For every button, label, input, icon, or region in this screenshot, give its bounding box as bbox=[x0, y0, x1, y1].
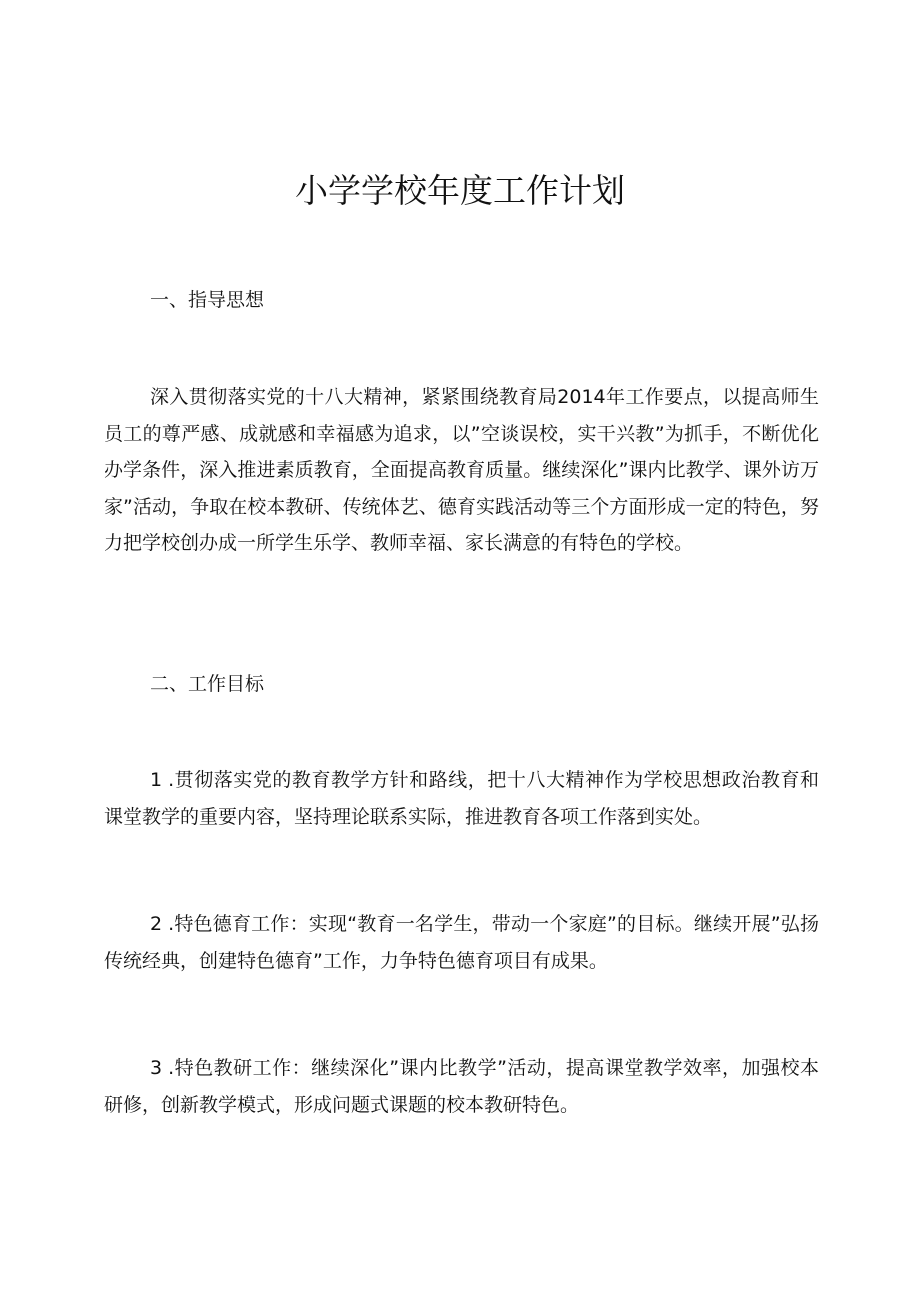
item-text: .特色德育工作：实现“教育一名学生，带动一个家庭”的目标。继续开展”弘扬传统经典，创建特色德育”工作，力争特色德育项目有成果。 bbox=[104, 913, 819, 972]
work-goal-item-3 bbox=[104, 1050, 819, 1123]
item-number: 1 bbox=[150, 769, 163, 791]
item-number: 2 bbox=[150, 913, 163, 935]
item-text: .特色教研工作：继续深化”课内比教学”活动，提高课堂教学效率，加强校本研修，创新教学模式，形成问题式课题的校本教研特色。 bbox=[104, 1057, 819, 1116]
section-heading-guiding-ideology: 一、指导思想 bbox=[150, 289, 265, 311]
work-goal-item-2 bbox=[104, 906, 819, 979]
item-number: 3 bbox=[150, 1057, 163, 1079]
document-title: 小学学校年度工作计划 bbox=[295, 171, 625, 210]
guiding-ideology-paragraph: 深入贯彻落实党的十八大精神，紧紧围绕教育局2014年工作要点，以提高师生员工的尊严感、成就感和幸福感为追求，以”空谈误校，实干兴教”为抓手，不断优化办学条件，深入推进素质教育，全面提高教育质量。继续深化”课内比教学、课外访万家”活动，争取在校本教研、传统体艺、德育实践活动等三个方面形成一定的特色，努力把学校创办成一所学生乐学、教师幸福、家长满意的有特色的学校。 bbox=[104, 386, 819, 555]
item-text: .贯彻落实党的教育教学方针和路线，把十八大精神作为学校思想政治教育和课堂教学的重要内容，坚持理论联系实际，推进教育各项工作落到实处。 bbox=[104, 769, 819, 828]
section-heading-work-goals: 二、工作目标 bbox=[150, 673, 265, 695]
work-goal-item-1 bbox=[104, 762, 819, 835]
